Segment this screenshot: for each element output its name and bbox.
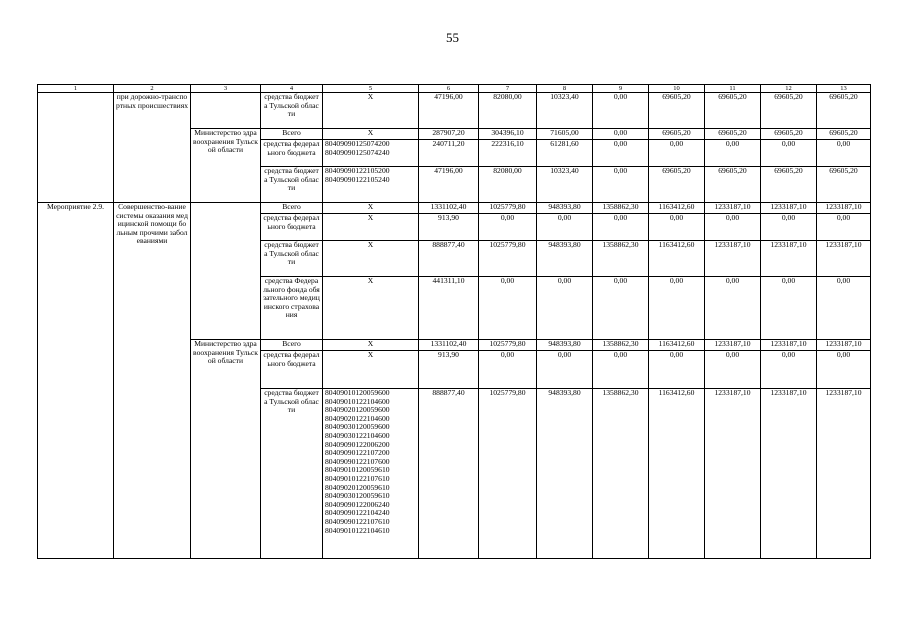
header-cell: 1 (38, 85, 114, 93)
amount-cell: 69605,20 (761, 167, 817, 203)
amount-cell: 1233187,10 (761, 241, 817, 277)
amount-cell: 69605,20 (761, 93, 817, 129)
amount-cell: 69605,20 (705, 167, 761, 203)
amount-cell: 1358862,30 (593, 241, 649, 277)
page-number: 55 (446, 30, 459, 45)
funding-source-cell: Всего (261, 129, 323, 140)
amount-cell: 1025779,80 (479, 389, 537, 559)
budget-code-cell: Х (323, 129, 419, 140)
event-cell (38, 93, 114, 203)
amount-cell: 47196,00 (419, 167, 479, 203)
funding-source-cell: средства бюджета Тульской области (261, 389, 323, 559)
amount-cell: 0,00 (479, 214, 537, 241)
funding-source-cell: средства бюджета Тульской области (261, 241, 323, 277)
amount-cell: 0,00 (479, 277, 537, 340)
amount-cell: 0,00 (593, 214, 649, 241)
amount-cell: 441311,10 (419, 277, 479, 340)
funding-source-cell: Всего (261, 203, 323, 214)
amount-cell: 0,00 (761, 214, 817, 241)
amount-cell: 0,00 (761, 277, 817, 340)
header-cell: 6 (419, 85, 479, 93)
funding-source-cell: Всего (261, 340, 323, 351)
amount-cell: 10323,40 (537, 93, 593, 129)
amount-cell: 0,00 (649, 277, 705, 340)
amount-cell: 287907,20 (419, 129, 479, 140)
amount-cell: 0,00 (649, 351, 705, 389)
amount-cell: 69605,20 (649, 129, 705, 140)
executor-cell: Министерство здравоохранения Тульской области (191, 340, 261, 559)
amount-cell: 0,00 (593, 140, 649, 167)
amount-cell: 240711,20 (419, 140, 479, 167)
budget-code-cell: 80409090122105200 80409090122105240 (323, 167, 419, 203)
amount-cell: 1331102,40 (419, 340, 479, 351)
amount-cell: 0,00 (705, 277, 761, 340)
amount-cell: 948393,80 (537, 241, 593, 277)
event-number-cell: Мероприятие 2.9. (38, 203, 114, 559)
amount-cell: 1025779,80 (479, 340, 537, 351)
header-cell: 2 (114, 85, 191, 93)
budget-code-cell: Х (323, 241, 419, 277)
header-cell: 10 (649, 85, 705, 93)
amount-cell: 222316,10 (479, 140, 537, 167)
amount-cell: 1233187,10 (705, 241, 761, 277)
executor-cell (191, 93, 261, 129)
amount-cell: 948393,80 (537, 389, 593, 559)
header-cell: 11 (705, 85, 761, 93)
funding-source-cell: средства федерального бюджета (261, 214, 323, 241)
budget-code-cell: Х (323, 214, 419, 241)
event-name-cell: при дорожно-транспортных происшествиях (114, 93, 191, 203)
amount-cell: 1233187,10 (761, 340, 817, 351)
amount-cell: 0,00 (593, 129, 649, 140)
header-cell: 13 (817, 85, 871, 93)
amount-cell: 948393,80 (537, 340, 593, 351)
amount-cell: 0,00 (705, 351, 761, 389)
amount-cell: 69605,20 (761, 129, 817, 140)
amount-cell: 82080,00 (479, 93, 537, 129)
amount-cell: 1163412,60 (649, 203, 705, 214)
amount-cell: 1233187,10 (817, 203, 871, 214)
amount-cell: 1233187,10 (817, 241, 871, 277)
header-cell: 3 (191, 85, 261, 93)
funding-source-cell: средства федерального бюджета (261, 351, 323, 389)
amount-cell: 0,00 (537, 277, 593, 340)
amount-cell: 1163412,60 (649, 241, 705, 277)
budget-code-cell: 80409090125074200 80409090125074240 (323, 140, 419, 167)
amount-cell: 69605,20 (817, 93, 871, 129)
amount-cell: 1233187,10 (705, 340, 761, 351)
executor-cell (191, 203, 261, 340)
amount-cell: 888877,40 (419, 241, 479, 277)
amount-cell: 1233187,10 (705, 389, 761, 559)
budget-code-cell: Х (323, 93, 419, 129)
amount-cell: 0,00 (817, 351, 871, 389)
amount-cell: 948393,80 (537, 203, 593, 214)
amount-cell: 10323,40 (537, 167, 593, 203)
amount-cell: 69605,20 (649, 93, 705, 129)
amount-cell: 304396,10 (479, 129, 537, 140)
amount-cell: 69605,20 (817, 167, 871, 203)
amount-cell: 0,00 (593, 277, 649, 340)
funding-source-cell: средства федерального бюджета (261, 140, 323, 167)
amount-cell: 0,00 (593, 93, 649, 129)
budget-code-cell: Х (323, 277, 419, 340)
event-name-cell: Совершенство-вание системы оказания медицинской помощи больным прочими заболеваниями (114, 203, 191, 559)
amount-cell: 0,00 (537, 351, 593, 389)
amount-cell: 0,00 (817, 277, 871, 340)
amount-cell: 69605,20 (649, 167, 705, 203)
header-cell: 12 (761, 85, 817, 93)
amount-cell: 0,00 (479, 351, 537, 389)
budget-code-cell: Х (323, 340, 419, 351)
table-row (38, 93, 871, 129)
amount-cell: 82080,00 (479, 167, 537, 203)
header-cell: 9 (593, 85, 649, 93)
amount-cell: 1233187,10 (817, 389, 871, 559)
amount-cell: 913,90 (419, 351, 479, 389)
budget-code-cell: Х (323, 351, 419, 389)
amount-cell: 1025779,80 (479, 203, 537, 214)
budget-table (37, 84, 871, 559)
amount-cell: 0,00 (593, 167, 649, 203)
header-cell: 7 (479, 85, 537, 93)
amount-cell: 0,00 (649, 214, 705, 241)
amount-cell: 1358862,30 (593, 203, 649, 214)
funding-source-cell: средства бюджета Тульской области (261, 93, 323, 129)
amount-cell: 1233187,10 (705, 203, 761, 214)
amount-cell: 913,90 (419, 214, 479, 241)
amount-cell: 1025779,80 (479, 241, 537, 277)
amount-cell: 0,00 (705, 140, 761, 167)
amount-cell: 47196,00 (419, 93, 479, 129)
funding-source-cell: средства Федерального фонда обязательного медицинского страхования (261, 277, 323, 340)
table-row (38, 203, 871, 214)
amount-cell: 1358862,30 (593, 389, 649, 559)
amount-cell: 1358862,30 (593, 340, 649, 351)
amount-cell: 888877,40 (419, 389, 479, 559)
amount-cell: 0,00 (593, 351, 649, 389)
header-cell: 8 (537, 85, 593, 93)
header-cell: 4 (261, 85, 323, 93)
amount-cell: 0,00 (761, 140, 817, 167)
amount-cell: 0,00 (649, 140, 705, 167)
amount-cell: 0,00 (817, 140, 871, 167)
budget-code-cell: Х (323, 203, 419, 214)
amount-cell: 1233187,10 (817, 340, 871, 351)
amount-cell: 1163412,60 (649, 389, 705, 559)
funding-source-cell: средства бюджета Тульской области (261, 167, 323, 203)
amount-cell: 61281,60 (537, 140, 593, 167)
amount-cell: 69605,20 (705, 93, 761, 129)
header-cell: 5 (323, 85, 419, 93)
executor-cell: Министерство здравоохранения Тульской области (191, 129, 261, 203)
amount-cell: 0,00 (705, 214, 761, 241)
amount-cell: 0,00 (817, 214, 871, 241)
amount-cell: 69605,20 (817, 129, 871, 140)
budget-code-cell: 80409010120059600 80409010122104600 80409020120059600 80409020122104600 80409030120059600 80409030122104600 80409090122006200 80409090122107200 80409090122107600 80409010120059610 80409010122107610 80409020120059610 80409030120059610 80409090122006240 80409090122104240 80409090122107610 80409010122104610 (323, 389, 419, 559)
amount-cell: 1331102,40 (419, 203, 479, 214)
amount-cell: 1233187,10 (761, 203, 817, 214)
amount-cell: 69605,20 (705, 129, 761, 140)
amount-cell: 0,00 (537, 214, 593, 241)
amount-cell: 1233187,10 (761, 389, 817, 559)
amount-cell: 0,00 (761, 351, 817, 389)
amount-cell: 1163412,60 (649, 340, 705, 351)
amount-cell: 71605,00 (537, 129, 593, 140)
